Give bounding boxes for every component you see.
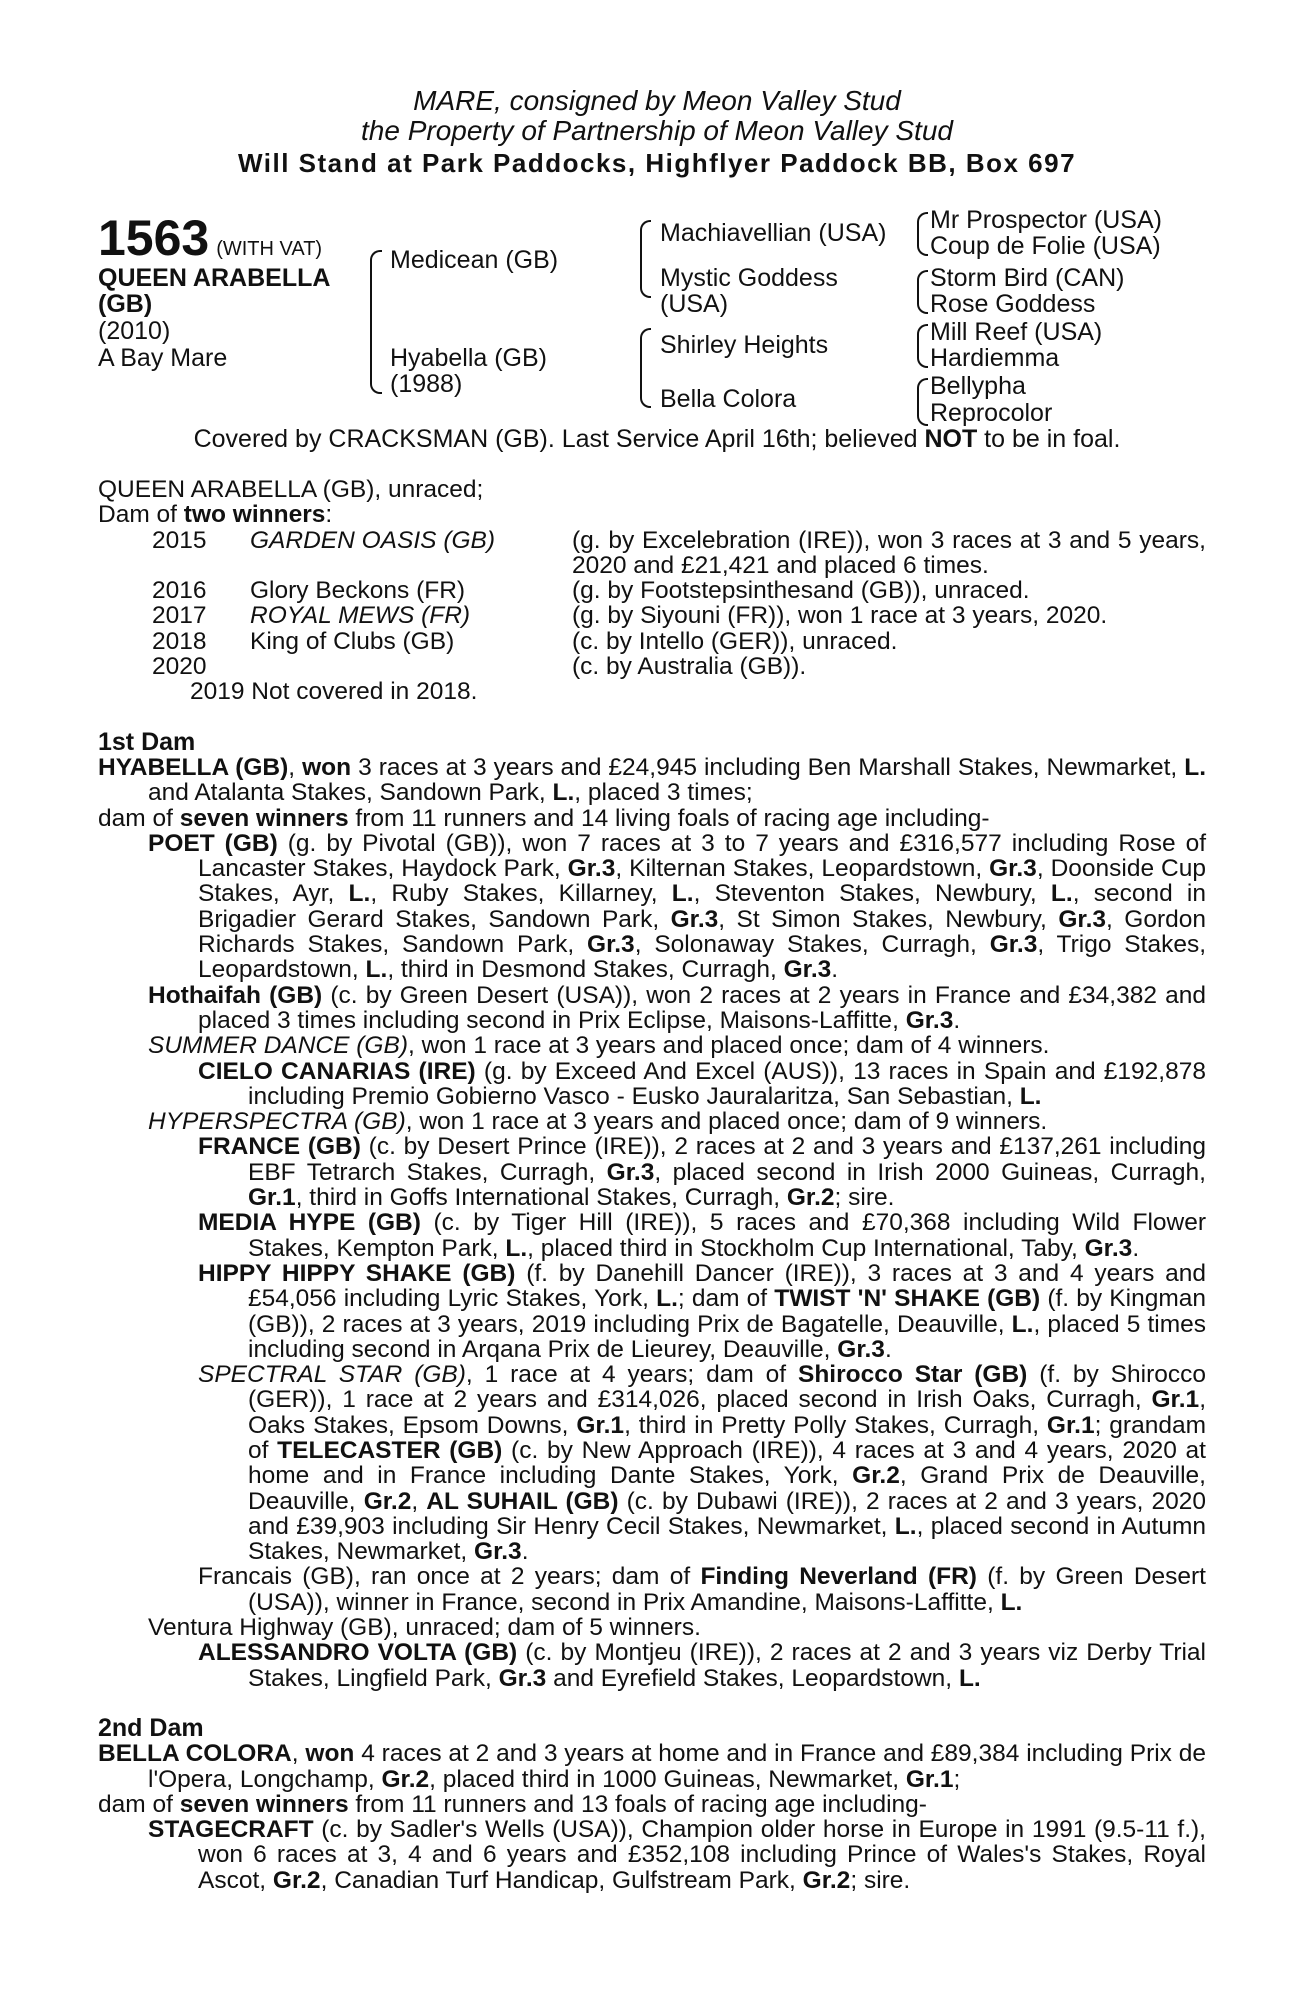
text-run: .	[953, 1006, 961, 1034]
ped-dsd: Hardiemma	[930, 344, 1060, 372]
pedigree-brace-3b	[917, 270, 928, 314]
spacer-cell	[98, 603, 152, 628]
first-dam-record	[98, 755, 1206, 806]
text-run: (c. by Desert Prince (IRE)), 2 races at 2 and 3 years and £137,261 including EBF Tetrarch Stakes, Curragh,	[248, 1133, 1206, 1186]
intro-winners: two winners	[183, 501, 326, 529]
text-run: .	[1132, 1234, 1140, 1262]
gap	[98, 705, 1206, 730]
lot-number: 1563	[98, 210, 210, 266]
text-run: 4 races at 2 and 3 years at home and in France and £89,384 including Prix de l'Opera, Longchamp,	[148, 1740, 1206, 1793]
text-run: , second in Brigadier Gerard Stakes, Sandown Park,	[198, 880, 1206, 933]
text-run: (c. by Green Desert (USA)), won 2 races at 2 years in France and £34,382 and placed 3 times including second in Prix Eclipse, Maisons-Laffitte,	[198, 981, 1206, 1034]
spacer-cell	[98, 629, 152, 654]
bold-text: Gr.3	[989, 855, 1037, 883]
text-run: , third in Pretty Polly Stakes, Curragh,	[624, 1411, 1047, 1439]
text-run: (f. by Green Desert (USA)), winner in France, second in Prix Amandine, Maisons-Laffitte,	[248, 1563, 1206, 1616]
text-run: , third in Desmond Stakes, Curragh,	[387, 956, 784, 984]
progeny-francais	[198, 1564, 1206, 1615]
bold-text: Gr.3	[498, 1664, 547, 1692]
text-run: (c. by Montjeu (IRE)), 2 races at 2 and 3 years viz Derby Trial Stakes, Lingfield Park,	[248, 1639, 1207, 1692]
produce-year: 2018	[152, 627, 207, 655]
bold-text: TELECASTER (GB)	[277, 1436, 503, 1464]
progeny-hothaifah	[148, 983, 1206, 1034]
bold-text: Hothaifah (GB)	[148, 981, 323, 1009]
bold-text: seven winners	[179, 804, 349, 832]
pedigree-brace-3d	[917, 378, 928, 426]
dam-of-sire-country: (USA)	[660, 290, 729, 318]
bold-text: ALESSANDRO VOLTA (GB)	[198, 1639, 518, 1667]
text-run: 3 races at 3 years and £24,945 including Ben Marshall Stakes, Newmarket,	[351, 753, 1185, 781]
text-run: , Solonaway Stakes, Curragh,	[634, 931, 990, 959]
consignment-header	[0, 86, 1314, 180]
horse-description: A Bay Mare	[98, 344, 228, 372]
bold-text: HIPPY HIPPY SHAKE (GB)	[198, 1259, 516, 1287]
text-run: ; dam of	[677, 1285, 775, 1313]
bold-text: Gr.1	[1046, 1411, 1095, 1439]
bold-text: Gr.2	[852, 1462, 900, 1490]
produce-table	[98, 528, 1206, 680]
produce-row	[98, 629, 1206, 654]
intro-dam-of: Dam of	[98, 501, 184, 529]
bold-text: Gr.3	[783, 956, 832, 984]
bold-text: seven winners	[179, 1790, 349, 1818]
bold-text: POET (GB)	[148, 829, 278, 857]
text-run: Francais (GB), ran once at 2 years; dam of	[198, 1563, 701, 1591]
consignor-line: MARE, consigned by Meon Valley Stud	[413, 85, 901, 116]
vat-note: (WITH VAT)	[216, 238, 323, 260]
bold-text: L.	[1184, 753, 1207, 781]
text-run: , Steventon Stakes, Newbury,	[693, 880, 1051, 908]
produce-row	[98, 654, 1206, 679]
covered-not: NOT	[924, 425, 978, 453]
covered-note	[0, 426, 1314, 453]
location-line: Will Stand at Park Paddocks, Highflyer Paddock BB, Box 697	[237, 148, 1077, 178]
horse-country: (GB)	[98, 290, 153, 318]
progeny-hyperspectra	[148, 1109, 1206, 1134]
text-run: and Atalanta Stakes, Sandown Park,	[148, 779, 553, 807]
bold-text: TWIST 'N' SHAKE (GB)	[774, 1285, 1041, 1313]
bold-text: L.	[365, 956, 388, 984]
dam: Hyabella (GB)	[390, 344, 547, 372]
produce-row	[98, 528, 1206, 579]
text-run: (c. by Sadler's Wells (USA)), Champion older horse in Europe in 1991 (9.5-11 f.), won 6 races at 3, 4 and 6 years and £352,108 including Prince of Wales's Stakes, Royal Ascot,	[198, 1816, 1206, 1894]
produce-name: Glory Beckons (FR)	[250, 577, 466, 605]
bold-text: Gr.1	[576, 1411, 625, 1439]
bold-text: Gr.2	[363, 1487, 412, 1515]
bold-text: Shirocco Star (GB)	[798, 1361, 1028, 1389]
text-run: dam of	[98, 804, 180, 832]
text-run: ; sire.	[834, 1184, 895, 1212]
bold-text: STAGECRAFT	[148, 1816, 314, 1844]
progeny-media-hype	[198, 1210, 1206, 1261]
text-run: , third in Goffs International Stakes, Curragh,	[295, 1184, 787, 1212]
text-run: ,	[288, 753, 303, 781]
produce-intro-2	[98, 502, 1206, 527]
text-run: .	[831, 956, 839, 984]
bold-text: FRANCE (GB)	[198, 1133, 361, 1161]
second-dam-heading: 2nd Dam	[98, 1713, 204, 1742]
text-run: , won 1 race at 3 years and placed once; dam of 4 winners.	[407, 1032, 1050, 1060]
bold-text: L.	[656, 1285, 678, 1313]
second-dam-record	[98, 1741, 1206, 1792]
text-run: , placed 5 times including second in Arqana Prix de Lieurey, Deauville,	[248, 1310, 1206, 1363]
text-run: (f. by Shirocco (GER)), 1 race at 2 years and £314,026, placed second in Irish Oaks, Curragh,	[248, 1361, 1206, 1414]
bold-text: CIELO CANARIAS (IRE)	[198, 1057, 476, 1085]
intro-colon: :	[325, 501, 333, 529]
bold-text: L.	[894, 1512, 917, 1540]
bold-text: Gr.3	[1058, 905, 1107, 933]
bold-text: Finding Neverland (FR)	[700, 1563, 977, 1591]
horse-name: QUEEN ARABELLA	[98, 264, 331, 292]
text-run: (c. by Dubawi (IRE)), 2 races at 2 and 3 years, 2020 and £39,903 including Sir Henry Cecil Stakes, Newmarket,	[248, 1487, 1207, 1540]
produce-note: (c. by Australia (GB)).	[572, 653, 807, 681]
text-run: , placed second in Autumn Stakes, Newmarket,	[248, 1512, 1206, 1566]
produce-note: (g. by Footstepsinthesand (GB)), unraced.	[572, 577, 1030, 605]
text-run: .	[884, 1335, 892, 1363]
bold-text: Gr.3	[1084, 1234, 1133, 1262]
text-run: ; sire.	[850, 1866, 911, 1894]
bold-text: Gr.2	[786, 1184, 835, 1212]
produce-name: King of Clubs (GB)	[250, 627, 455, 655]
spacer-cell	[98, 528, 152, 579]
bold-text: HYABELLA (GB)	[98, 753, 289, 781]
second-dam-produce-summary	[98, 1792, 1206, 1817]
text-run: , won 1 race at 3 years and placed once; dam of 9 winners.	[405, 1108, 1048, 1136]
text-run: ,	[411, 1487, 427, 1515]
produce-year: 2017	[152, 602, 207, 630]
bold-text: Gr.2	[272, 1866, 321, 1894]
progeny-alessandro-volta	[198, 1640, 1206, 1691]
bold-text: Gr.1	[1151, 1386, 1200, 1414]
bold-text: L.	[1000, 1588, 1023, 1616]
bold-text: Gr.1	[905, 1765, 954, 1793]
gap	[98, 1691, 1206, 1716]
produce-footer-row	[98, 679, 1206, 704]
text-run: , placed 3 times;	[574, 779, 753, 807]
text-run: (c. by Tiger Hill (IRE)), 5 races and £70,368 including Wild Flower Stakes, Kempton Park,	[248, 1209, 1207, 1262]
text-run: , placed third in 1000 Guineas, Newmarket,	[429, 1765, 906, 1793]
produce-name	[250, 654, 572, 679]
bold-text: L.	[958, 1664, 981, 1692]
bold-text: L.	[505, 1234, 528, 1262]
bold-text: Gr.1	[248, 1184, 296, 1212]
produce-name: GARDEN OASIS (GB)	[250, 526, 496, 554]
pedigree-body	[98, 477, 1206, 1893]
text-run: , St Simon Stakes, Newbury,	[718, 905, 1059, 933]
bold-text: Gr.2	[381, 1765, 430, 1793]
text-run: , placed second in Irish 2000 Guineas, Curragh,	[654, 1158, 1206, 1186]
italic-text: SUMMER DANCE (GB)	[148, 1032, 408, 1060]
ped-ddd: Reprocolor	[930, 399, 1053, 427]
text-run: (g. by Exceed And Excel (AUS)), 13 races in Spain and £192,878 including Premio Gobierno Vasco - Eusko Jauralaritza, San Sebastian,	[248, 1057, 1206, 1110]
bold-text: L.	[348, 880, 371, 908]
text-run: ,	[291, 1740, 306, 1768]
bold-text: Gr.3	[989, 931, 1038, 959]
progeny-hippy-hippy-shake	[198, 1261, 1206, 1362]
text-run: , Canadian Turf Handicap, Gulfstream Park,	[320, 1866, 803, 1894]
horse-year: (2010)	[98, 317, 171, 345]
bold-text: Gr.3	[670, 905, 719, 933]
text-run: from 11 runners and 13 foals of racing age including-	[348, 1790, 927, 1818]
produce-intro: QUEEN ARABELLA (GB), unraced;	[98, 476, 484, 503]
sire-of-sire: Machiavellian (USA)	[660, 219, 887, 247]
bold-text: L.	[671, 880, 694, 908]
bold-text: won	[305, 1740, 355, 1768]
produce-row	[98, 578, 1206, 603]
bold-text: Gr.3	[567, 855, 616, 883]
bold-text: Gr.3	[837, 1335, 885, 1363]
ped-ssd: Coup de Folie (USA)	[930, 232, 1161, 260]
pedigree-brace-3a	[917, 212, 928, 256]
text-run: , Kilternan Stakes, Leopardstown,	[615, 855, 990, 883]
produce-name: ROYAL MEWS (FR)	[250, 602, 471, 630]
bold-text: L.	[1011, 1310, 1034, 1338]
text-run: Ventura Highway (GB), unraced; dam of 5 winners.	[148, 1614, 701, 1642]
bold-text: Gr.3	[905, 1006, 954, 1034]
text-run: , Gordon Richards Stakes, Sandown Park,	[198, 905, 1206, 959]
text-run: , Grand Prix de Deauville, Deauville,	[248, 1462, 1206, 1515]
progeny-stagecraft	[148, 1817, 1206, 1893]
covered-tail: to be in foal.	[977, 425, 1121, 453]
progeny-summer-dance	[148, 1033, 1206, 1058]
progeny-cielo-canarias	[198, 1059, 1206, 1110]
text-run: dam of	[98, 1790, 180, 1818]
produce-note: (c. by Intello (GER)), unraced.	[572, 627, 898, 655]
produce-year: 2015	[152, 526, 207, 554]
bold-text: Gr.3	[587, 931, 635, 959]
pedigree-brace-2b	[640, 328, 651, 408]
progeny-ventura-highway	[148, 1615, 1206, 1640]
italic-text: SPECTRAL STAR (GB)	[198, 1361, 466, 1389]
text-run: , 1 race at 4 years; dam of	[465, 1361, 798, 1389]
text-run: , Oaks Stakes, Epsom Downs,	[248, 1386, 1206, 1439]
bold-text: BELLA COLORA	[98, 1740, 292, 1768]
pedigree-brace-1	[370, 250, 382, 394]
text-run: from 11 runners and 14 living foals of racing age including-	[348, 804, 990, 832]
pedigree-brace-3c	[917, 324, 928, 368]
covered-text: Covered by CRACKSMAN (GB). Last Service April 16th; believed	[193, 425, 925, 453]
text-run: .	[521, 1538, 529, 1566]
produce-year: 2020	[152, 653, 207, 681]
bold-text: Gr.3	[474, 1538, 522, 1566]
progeny-france	[198, 1134, 1206, 1210]
text-run: (f. by Danehill Dancer (IRE)), 3 races at 3 and 4 years and £54,056 including Lyric Stakes, York,	[248, 1259, 1206, 1313]
spacer-cell	[98, 578, 152, 603]
text-run: , Ruby Stakes, Killarney,	[370, 880, 672, 908]
produce-footer: 2019 Not covered in 2018.	[190, 678, 478, 706]
text-run: , placed third in Stockholm Cup International, Taby,	[527, 1234, 1085, 1262]
bold-text: L.	[1019, 1082, 1042, 1110]
ped-dds: Bellypha	[930, 372, 1026, 400]
property-line: the Property of Partnership of Meon Valley Stud	[361, 115, 953, 146]
bold-text: L.	[1050, 880, 1073, 908]
bold-text: L.	[552, 779, 575, 807]
text-run: and Eyrefield Stakes, Leopardstown,	[546, 1664, 959, 1692]
progeny-poet	[148, 831, 1206, 983]
text-run: ; grandam of	[248, 1411, 1206, 1464]
lot-number-line	[98, 212, 322, 264]
text-run: , Trigo Stakes, Leopardstown,	[198, 931, 1206, 984]
text-run: , Doonside Cup Stakes, Ayr,	[198, 855, 1206, 908]
produce-row	[98, 603, 1206, 628]
bold-text: MEDIA HYPE (GB)	[198, 1209, 421, 1237]
italic-text: HYPERSPECTRA (GB)	[148, 1108, 406, 1136]
first-dam-produce-summary	[98, 806, 1206, 831]
bold-text: AL SUHAIL (GB)	[426, 1487, 619, 1515]
ped-sdd: Rose Goddess	[930, 290, 1096, 318]
produce-note: (g. by Excelebration (IRE)), won 3 races at 3 and 5 years, 2020 and £21,421 and placed 6 times.	[572, 526, 1206, 579]
sire-of-dam: Shirley Heights	[660, 331, 829, 359]
bold-text: Gr.2	[802, 1866, 851, 1894]
ped-sss: Mr Prospector (USA)	[930, 206, 1162, 234]
text-run: ;	[953, 1765, 961, 1793]
text-run: (f. by Kingman (GB)), 2 races at 3 years, 2019 including Prix de Bagatelle, Deauville,	[248, 1285, 1206, 1338]
dam-of-sire: Mystic Goddess	[660, 264, 838, 292]
text-run: (g. by Pivotal (GB)), won 7 races at 3 to 7 years and £316,577 including Rose of Lancaster Stakes, Haydock Park,	[198, 829, 1206, 883]
first-dam-heading: 1st Dam	[98, 727, 196, 756]
bold-text: Gr.3	[606, 1158, 655, 1186]
ped-dss: Mill Reef (USA)	[930, 318, 1103, 346]
bold-text: won	[302, 753, 352, 781]
dam-year: (1988)	[390, 370, 463, 398]
pedigree-brace-2a	[640, 220, 651, 298]
dam-of-dam: Bella Colora	[660, 385, 797, 413]
produce-note: (g. by Siyouni (FR)), won 1 race at 3 years, 2020.	[572, 602, 1108, 630]
text-run: (c. by New Approach (IRE)), 4 races at 3 and 4 years, 2020 at home and in France including Dante Stakes, York,	[248, 1436, 1206, 1490]
spacer-cell	[98, 654, 152, 679]
sire: Medicean (GB)	[390, 246, 559, 274]
progeny-spectral-star	[198, 1362, 1206, 1564]
ped-sds: Storm Bird (CAN)	[930, 264, 1125, 292]
produce-year: 2016	[152, 577, 207, 605]
